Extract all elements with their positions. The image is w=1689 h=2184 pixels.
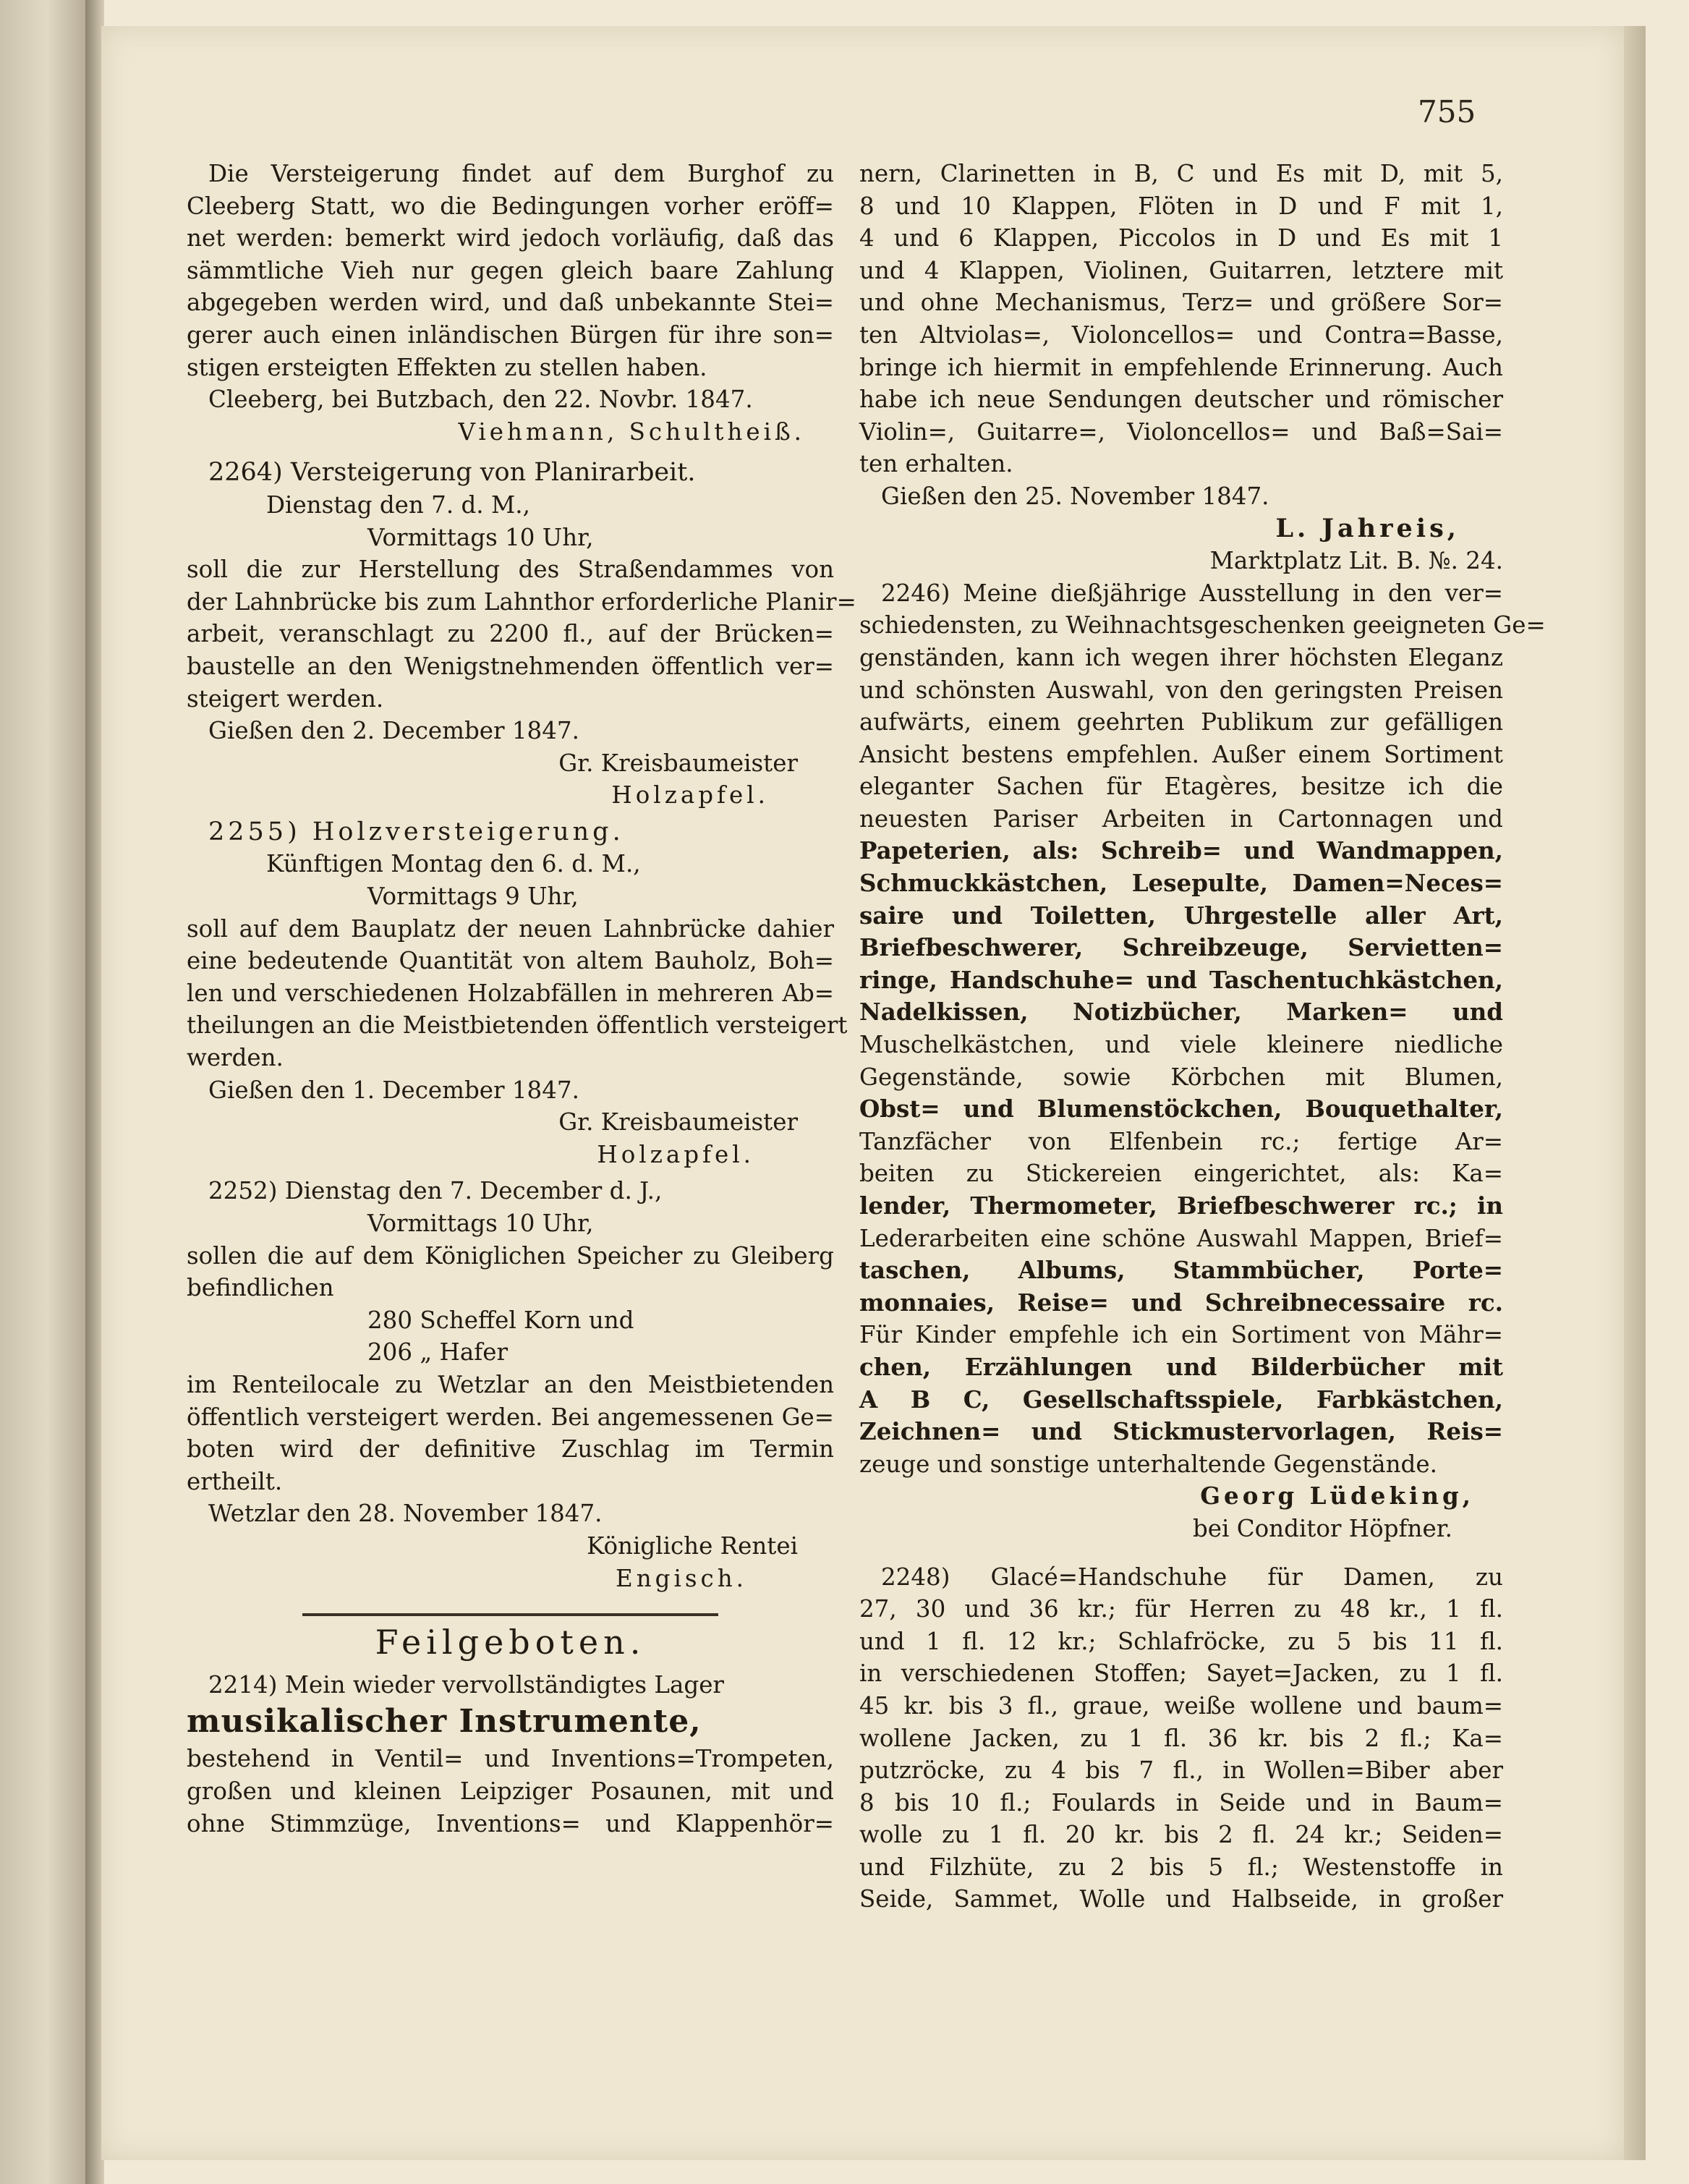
text-line: genständen, kann ich wegen ihrer höchsten Eleganz — [859, 643, 1503, 671]
text-line: Nadelkissen, Notizbücher, Marken= und — [859, 998, 1503, 1027]
text-line: 2246) Meine dießjährige Ausstellung in den ver= — [881, 579, 1503, 607]
text-line: öffentlich versteigert werden. Bei angemessenen Ge= — [187, 1403, 834, 1431]
text-line: wollene Jacken, zu 1 fl. 36 kr. bis 2 fl.; Ka= — [859, 1724, 1503, 1752]
text-line: und ohne Mechanismus, Terz= und größere Sor= — [859, 289, 1503, 317]
office: Königliche Rentei — [587, 1531, 798, 1560]
text-line: lender, Thermometer, Briefbeschwerer rc.; in — [859, 1191, 1503, 1220]
text-line: A B C, Gesellschaftsspiele, Farbkästchen, — [859, 1385, 1503, 1414]
text-line: eine bedeutende Quantität von altem Bauholz, Boh= — [187, 947, 834, 975]
text-line: befindlichen — [187, 1274, 334, 1302]
address: Marktplatz Lit. B. №. 24. — [1209, 547, 1503, 575]
text-line: Muschelkästchen, und viele kleinere niedliche — [859, 1031, 1503, 1059]
text-line: sämmtliche Vieh nur gegen gleich baare Zahlung — [187, 256, 834, 284]
text-line: werden. — [187, 1044, 284, 1072]
place-date: Gießen den 2. December 1847. — [208, 717, 579, 745]
text-line: net werden: bemerkt wird jedoch vorläufig, daß das — [187, 224, 834, 252]
right-column — [859, 158, 1546, 1916]
text-line: und 4 Klappen, Violinen, Guitarren, letztere mit — [859, 256, 1503, 284]
date-line: Künftigen Montag den 6. d. M., — [266, 850, 641, 878]
text-line: Papeterien, als: Schreib= und Wandmappen, — [859, 836, 1503, 865]
text-line: 2248) Glacé=Handschuhe für Damen, zu — [881, 1563, 1503, 1591]
time-line: Vormittags 10 Uhr, — [367, 1210, 594, 1237]
text-line: der Lahnbrücke bis zum Lahnthor erforderliche Planir= — [187, 587, 856, 616]
text-line: abgegeben werden wird, und daß unbekannte Stei= — [187, 289, 834, 317]
text-line: Schmuckkästchen, Lesepulte, Damen=Neces= — [859, 869, 1503, 898]
text-line: theilungen an die Meistbietenden öffentlich versteigert — [187, 1011, 848, 1040]
office: Gr. Kreisbaumeister — [558, 749, 798, 777]
text-line: ertheilt. — [187, 1467, 283, 1495]
text-line: monnaies, Reise= und Schreibnecessaire rc. — [859, 1288, 1503, 1317]
page-stack-edge — [1624, 26, 1646, 2160]
text-line: Lederarbeiten eine schöne Auswahl Mappen, Brief= — [859, 1224, 1503, 1252]
place-date: Wetzlar den 28. November 1847. — [208, 1500, 603, 1528]
text-line: neuesten Pariser Arbeiten in Cartonnagen und — [859, 804, 1503, 833]
text-line: baustelle an den Wenigstnehmenden öffentlich ver= — [187, 652, 834, 680]
text-line: Zeichnen= und Stickmustervorlagen, Reis= — [859, 1417, 1503, 1446]
text-line: chen, Erzählungen und Bilderbücher mit — [859, 1352, 1503, 1381]
text-line: 2214) Mein wieder vervollständigtes Lager — [208, 1670, 724, 1699]
text-line: beiten zu Stickereien eingerichtet, als: Ka= — [859, 1160, 1503, 1188]
date-line: Dienstag den 7. d. M., — [266, 490, 530, 519]
text-line: soll die zur Herstellung des Straßendammes von — [187, 556, 834, 584]
office: Gr. Kreisbaumeister — [558, 1108, 798, 1136]
text-line: bringe ich hiermit in empfehlende Erinnerung. Auch — [859, 353, 1503, 381]
left-column — [187, 158, 856, 1840]
text-line: Seide, Sammet, Wolle und Halbseide, in großer — [859, 1885, 1503, 1913]
signature: Engisch. — [616, 1564, 747, 1592]
text-line: in verschiedenen Stoffen; Sayet=Jacken, zu 1 fl. — [859, 1660, 1503, 1688]
text-line: ten Altviolas=, Violoncellos= und Contra=Basse, — [859, 320, 1503, 349]
text-line: sollen die auf dem Königlichen Speicher zu Gleiberg — [187, 1241, 834, 1270]
time-line: Vormittags 10 Uhr, — [367, 523, 594, 551]
text-line: ohne Stimmzüge, Inventions= und Klappenhör= — [187, 1809, 834, 1837]
text-line: 8 und 10 Klappen, Flöten in D und F mit 1, — [859, 192, 1503, 220]
text-line: Briefbeschwerer, Schreibzeuge, Servietten= — [859, 933, 1503, 962]
text-line: zeuge und sonstige unterhaltende Gegenstände. — [859, 1450, 1437, 1478]
text-line: Die Versteigerung findet auf dem Burghof zu — [208, 160, 834, 187]
text-line: 45 kr. bis 3 fl., graue, weiße wollene und baum= — [859, 1691, 1503, 1720]
text-line: und Filzhüte, zu 2 bis 5 fl.; Westenstoffe in — [859, 1853, 1503, 1881]
text-line: schiedensten, zu Weihnachtsgeschenken geeigneten Ge= — [859, 611, 1546, 640]
place-date: Gießen den 25. November 1847. — [881, 482, 1269, 510]
text-line: len und verschiedenen Holzabfällen in mehreren Ab= — [187, 979, 834, 1007]
text-line: stigen ersteigten Effekten zu stellen haben. — [187, 353, 707, 381]
text-line: 4 und 6 Klappen, Piccolos in D und Es mit 1 — [859, 224, 1503, 252]
text-line: und schönsten Auswahl, von den geringsten Preisen — [859, 676, 1503, 704]
text-line: saire und Toiletten, Uhrgestelle aller Art, — [859, 901, 1503, 930]
signature: Holzapfel. — [597, 1140, 754, 1168]
text-line: Für Kinder empfehle ich ein Sortiment von Mähr= — [859, 1321, 1503, 1349]
signature: Holzapfel. — [611, 781, 769, 810]
headline: musikalischer Instrumente, — [187, 1703, 702, 1741]
notice-title: 2264) Versteigerung von Planirarbeit. — [208, 458, 696, 488]
place-date: Cleeberg, bei Butzbach, den 22. Novbr. 1847. — [208, 386, 753, 414]
text-line: Violin=, Guitarre=, Violoncellos= und Baß=Sai= — [859, 417, 1503, 446]
text-line: Cleeberg Statt, wo die Bedingungen vorher eröff= — [187, 192, 834, 220]
text-line: Ansicht bestens empfehlen. Außer einem Sortiment — [859, 740, 1503, 768]
text-line: im Renteilocale zu Wetzlar an den Meistbietenden — [187, 1370, 834, 1398]
text-line: nern, Clarinetten in B, C und Es mit D, mit 5, — [859, 160, 1503, 187]
text-line: Obst= und Blumenstöckchen, Bouquethalter, — [859, 1095, 1503, 1123]
address: bei Conditor Höpfner. — [1192, 1514, 1452, 1542]
text-line: steigert werden. — [187, 684, 384, 713]
text-line: taschen, Albums, Stammbücher, Porte= — [859, 1256, 1503, 1285]
list-item: 280 Scheffel Korn und — [367, 1306, 634, 1334]
text-line: Gegenstände, sowie Körbchen mit Blumen, — [859, 1063, 1503, 1091]
signature: Viehmann, Schultheiß. — [458, 417, 805, 446]
section-title: Feilgeboten. — [375, 1623, 646, 1662]
text-line: arbeit, veranschlagt zu 2200 fl., auf der Brücken= — [187, 620, 834, 648]
signature: L. Jahreis, — [1275, 513, 1460, 543]
page-number: 755 — [1418, 94, 1476, 129]
text-line: putzröcke, zu 4 bis 7 fl., in Wollen=Biber aber — [859, 1756, 1503, 1785]
text-line: ten erhalten. — [859, 450, 1013, 478]
text-line: Tanzfächer von Elfenbein rc.; fertige Ar= — [859, 1127, 1503, 1155]
text-line: großen und kleinen Leipziger Posaunen, mit und — [187, 1777, 834, 1805]
time-line: Vormittags 9 Uhr, — [367, 883, 579, 911]
text-line: soll auf dem Bauplatz der neuen Lahnbrücke dahier — [187, 914, 834, 943]
text-line: wolle zu 1 fl. 20 kr. bis 2 fl. 24 kr.; Seiden= — [859, 1821, 1503, 1849]
text-line: 27, 30 und 36 kr.; für Herren zu 48 kr., 1 fl. — [859, 1595, 1503, 1623]
text-line: gerer auch einen inländischen Bürgen für ihre son= — [187, 320, 834, 349]
text-line: habe ich neue Sendungen deutscher und römischer — [859, 386, 1503, 414]
text-line: bestehend in Ventil= und Inventions=Trompeten, — [187, 1745, 834, 1773]
signature: Georg Lüdeking, — [1200, 1482, 1474, 1510]
date-line: 2252) Dienstag den 7. December d. J., — [208, 1177, 663, 1205]
text-line: eleganter Sachen für Etagères, besitze ich die — [859, 773, 1503, 801]
list-item: 206 „ Hafer — [367, 1338, 509, 1367]
place-date: Gießen den 1. December 1847. — [208, 1076, 579, 1104]
text-line: ringe, Handschuhe= und Taschentuchkästchen, — [859, 965, 1503, 994]
section-divider — [302, 1613, 718, 1616]
text-line: und 1 fl. 12 kr.; Schlafröcke, zu 5 bis 11 fl. — [859, 1627, 1503, 1655]
previous-page-edge — [0, 0, 85, 2184]
text-line: boten wird der definitive Zuschlag im Termin — [187, 1435, 834, 1463]
notice-title: 2255) Holzversteigerung. — [208, 817, 624, 846]
text-line: 8 bis 10 fl.; Foulards in Seide und in Baum= — [859, 1788, 1503, 1817]
text-line: aufwärts, einem geehrten Publikum zur gefälligen — [859, 708, 1503, 736]
